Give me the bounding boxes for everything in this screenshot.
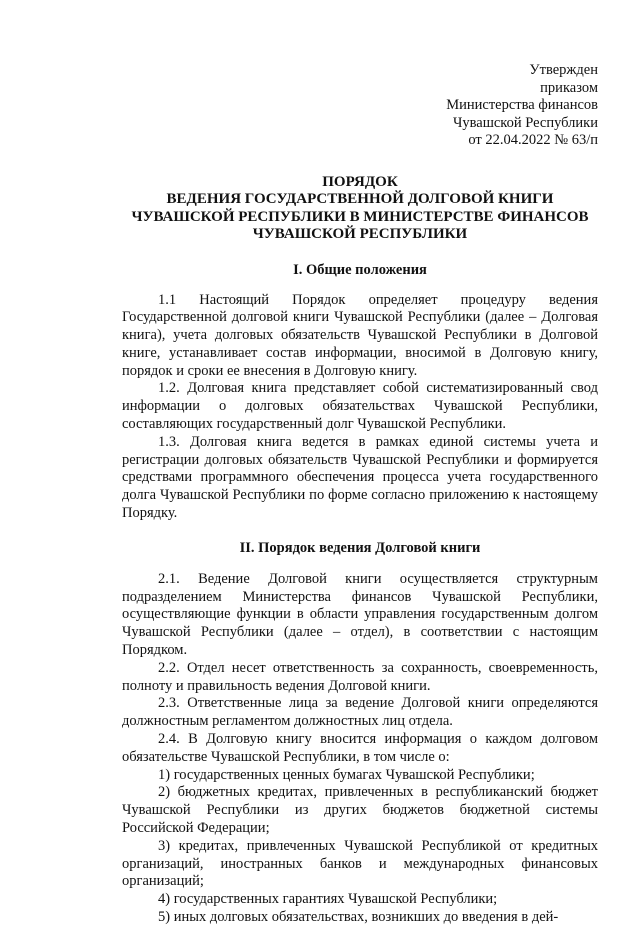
paragraph-1-3: 1.3. Долговая книга ведется в рамках единой системы учета и регистрации долговых обязательств Чувашской Республики и формируется средствами программного обеспечения процесса учета государственного долга Чувашской Республики по форме согласно приложению к настоящему Порядку.	[122, 433, 598, 522]
list-item-2: 2) бюджетных кредитах, привлеченных в республиканский бюджет Чувашской Республики из других бюджетов бюджетной системы Российской Федерации;	[122, 784, 598, 837]
list-item-4: 4) государственных гарантиях Чувашской Республики;	[158, 891, 498, 908]
approval-stamp-block	[122, 62, 598, 150]
document-title	[122, 174, 598, 244]
paragraph-2-3: 2.3. Ответственные лица за ведение Долговой книги определяются должностным регламентом должностных лиц отдела.	[122, 695, 598, 730]
title-line: ВЕДЕНИЯ ГОСУДАРСТВЕННОЙ ДОЛГОВОЙ КНИГИ	[166, 191, 554, 207]
paragraph-2-1: 2.1. Ведение Долговой книги осуществляется структурным подразделением Министерства финансов Чувашской Республики, осуществляющие функции в области управления государственным долгом Чувашской Республики (далее – отдел), в соответствии с настоящим Порядком.	[122, 570, 598, 659]
paragraph-2-2: 2.2. Отдел несет ответственность за сохранность, своевременность, полноту и правильность ведения Долговой книги.	[122, 659, 598, 694]
list-item-5: 5) иных долговых обязательствах, возникших до введения в дей-	[158, 909, 559, 925]
section-1-heading: I. Общие положения	[293, 261, 427, 278]
section-2-heading: II. Порядок ведения Долговой книги	[239, 539, 481, 556]
approval-line: Министерства финансов	[446, 97, 598, 113]
list-item-1: 1) государственных ценных бумагах Чувашской Республики;	[158, 766, 535, 783]
approval-line: Утвержден	[529, 62, 598, 78]
title-line: ПОРЯДОК	[322, 173, 398, 190]
paragraph-1-1: 1.1 Настоящий Порядок определяет процедуру ведения Государственной долговой книги Чувашской Республики (далее – Долговая книга), учета долговых обязательств Чувашской Республики в Долговой книге, устанавливает состав информации, вносимой в Долговую книгу, порядок и сроки ее внесения в Долговую книгу.	[122, 291, 598, 379]
paragraph-2-4: 2.4. В Долговую книгу вносится информация о каждом долговом обязательстве Чувашской Республики, в том числе о:	[122, 731, 598, 765]
list-item-3: 3) кредитах, привлеченных Чувашской Республикой от кредитных организаций, иностранных банков и международных финансовых организаций;	[122, 837, 598, 890]
paragraph-1-2: 1.2. Долговая книга представляет собой систематизированный свод информации о долговых обязательствах Чувашской Республики, составляющих государственный долг Чувашской Республики.	[122, 380, 598, 433]
title-line: ЧУВАШСКОЙ РЕСПУБЛИКИ	[252, 226, 468, 242]
approval-date-line: от 22.04.2022 № 63/п	[468, 132, 598, 148]
title-line: ЧУВАШСКОЙ РЕСПУБЛИКИ В МИНИСТЕРСТВЕ ФИНАНСОВ	[131, 208, 589, 225]
approval-line: Чувашской Республики	[452, 114, 598, 131]
approval-line: приказом	[540, 79, 598, 96]
